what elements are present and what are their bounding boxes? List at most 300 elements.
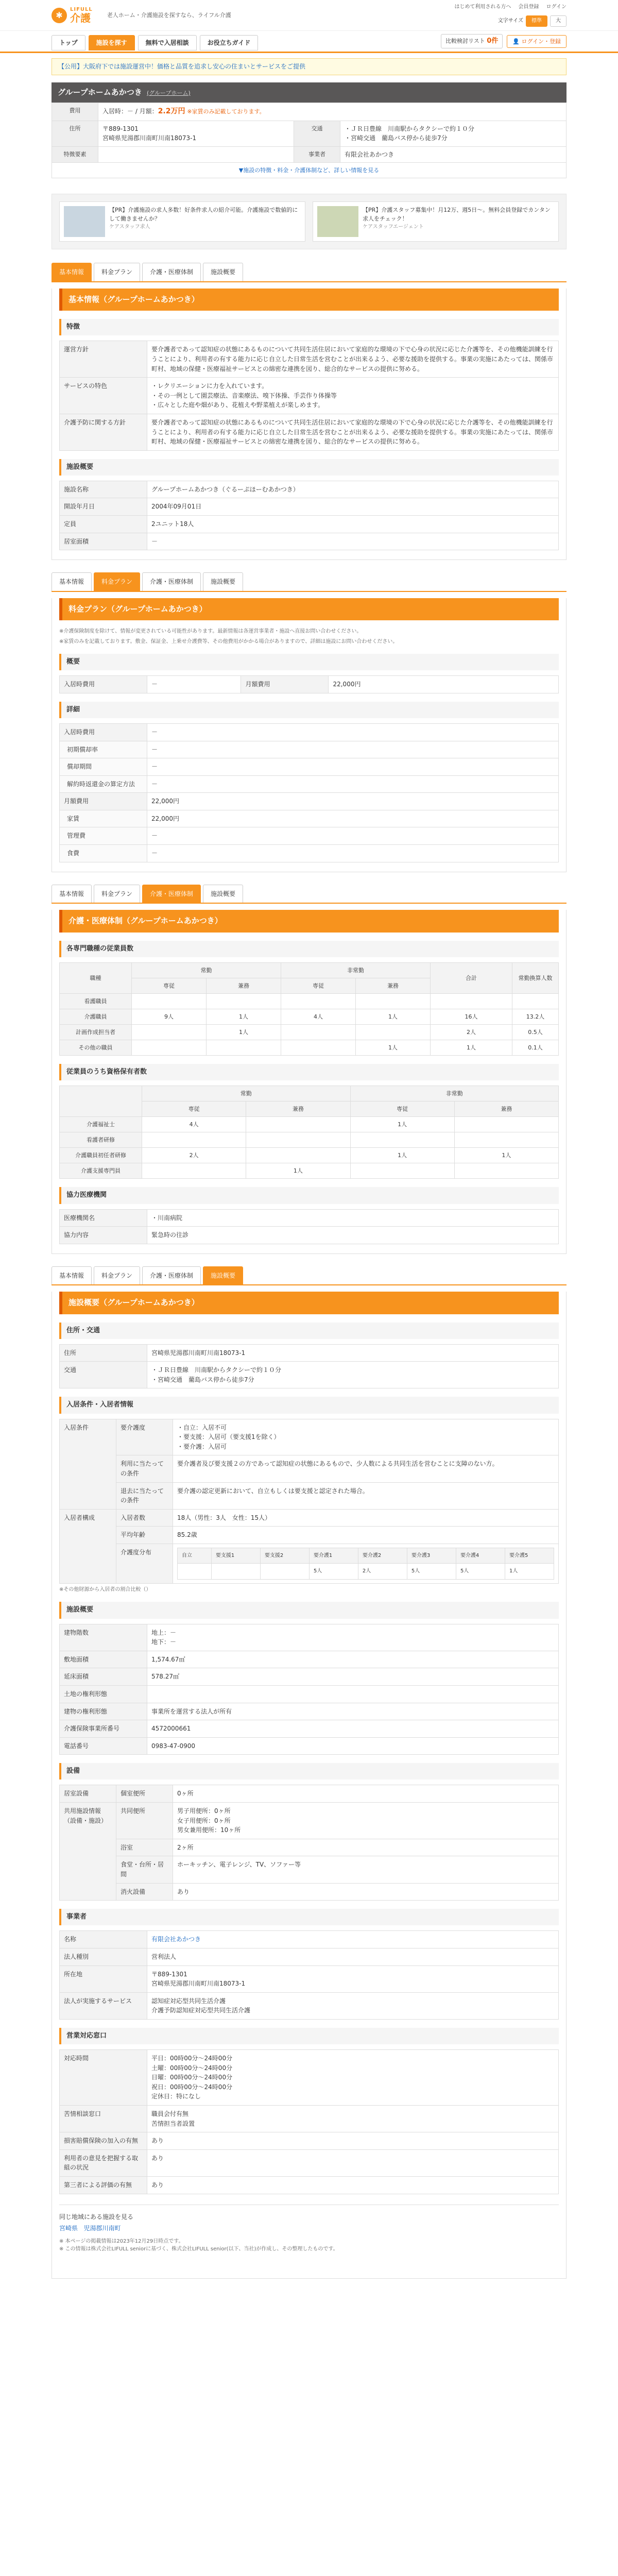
overview-section-heading: 施設概要（グループホームあかつき） [59, 1292, 559, 1314]
staff-cell [132, 1024, 207, 1040]
staff-col-full: 常勤 [132, 962, 281, 978]
summary-label-address: 住所 [52, 121, 98, 146]
qualification-table [59, 1086, 559, 1179]
price-detail-label: 解約時返還金の算定方法 [60, 775, 147, 793]
overview-label: 居室面積 [60, 533, 147, 550]
price-detail-label: 入居時費用 [60, 723, 147, 741]
operator-name-link[interactable]: 有限会社あかつき [151, 1936, 201, 1943]
tab-basic[interactable]: 基本情報 [52, 885, 92, 903]
ad-text: 【PR】介護施設の求人多数！好条件求人の紹介可能。介護施設で数値的にして働きませんか？ [109, 207, 298, 222]
price-detail-label: 食費 [60, 845, 147, 862]
qual-col-full: 常勤 [142, 1086, 351, 1101]
tab-basic[interactable]: 基本情報 [52, 1266, 92, 1285]
initial-cost-value: － [147, 676, 241, 693]
equipment-label: 浴室 [116, 1839, 173, 1856]
price-detail-table [59, 723, 559, 862]
building-label: 延床面積 [60, 1668, 147, 1686]
price-note: ※家賃のみを記載しております。敷金、保証金、上乗せ介護費等、その他費用がかかる場合がありますので、詳細は施設にお問い合わせください。 [59, 638, 398, 645]
font-size-label: 文字サイズ [497, 18, 523, 24]
facility-type-link[interactable]: (グループホーム) [147, 89, 191, 96]
staff-cell: 4人 [281, 1009, 355, 1024]
building-label: 電話番号 [60, 1737, 147, 1755]
equipment-heading: 設備 [59, 1763, 559, 1780]
price-section [52, 598, 566, 872]
qual-col-ken: 兼務 [246, 1101, 350, 1117]
building-value: 4572000661 [147, 1720, 559, 1738]
staff-cell: 9人 [132, 1009, 207, 1024]
building-heading: 施設概要 [59, 1602, 559, 1618]
qual-cell: 2人 [142, 1148, 246, 1163]
feature-label: サービスの特色 [60, 378, 147, 414]
tab-overview[interactable]: 施設概要 [203, 572, 243, 591]
staff-cell: 1人 [355, 1040, 430, 1055]
qual-cell: 4人 [142, 1117, 246, 1132]
access-heading: 住所・交通 [59, 1323, 559, 1339]
equipment-value: あり [173, 1883, 559, 1901]
resident-heading: 入居条件・入居者情報 [59, 1397, 559, 1413]
qual-cell [350, 1132, 454, 1148]
nearby-link-town[interactable]: 児湯郡川南町 [83, 2225, 121, 2232]
price-detail-heading: 詳細 [59, 702, 559, 718]
price-detail-label: 管理費 [60, 827, 147, 845]
summary-label-access: 交通 [294, 121, 340, 146]
qual-cell [142, 1132, 246, 1148]
summary-label-operator: 事業者 [294, 146, 340, 163]
compare-list-count: 0件 [487, 37, 499, 45]
resident-label: 利用に当たっての条件 [116, 1455, 173, 1482]
ad-image [64, 206, 105, 237]
staff-role: 介護職員 [60, 1009, 132, 1024]
feature-value: 要介護者であって認知症の状態にあるものについて共同生活住居において家庭的な環境の下で心身の状況に応じた介護等を、その他機能訓練を行うことにより、利用者の有する能力に応じ自立した日常生活を営むことが出来るよう、必要な援助を提供する。事業の実施にあたっては、関係市町村、地域の保健・医療福祉サービスとの綿密な連携を図り、総合的なサービスの提供に努める。 [147, 414, 559, 450]
access-label: 交通 [60, 1362, 147, 1388]
price-detail-value: － [147, 775, 559, 793]
staff-col-total: 合計 [430, 962, 512, 993]
tab-overview[interactable]: 施設概要 [203, 263, 243, 281]
login-button[interactable] [507, 35, 566, 48]
coop-label: 協力内容 [60, 1227, 147, 1244]
logo-icon: ✱ [52, 8, 67, 23]
care-level-count: 1人 [505, 1564, 554, 1580]
care-level-head: 要支援2 [260, 1548, 309, 1564]
promo-notice[interactable]: 【公用】大阪府下では施設運営中！価格と品質を追求し安心の住まいとサービスをご提供 [52, 58, 566, 75]
operator-table [59, 1930, 559, 2020]
section-tabs [52, 885, 566, 904]
operator-value: 認知症対応型共同生活介護 介護予防認知症対応型共同生活介護 [147, 1992, 559, 2019]
overview-label: 施設名称 [60, 481, 147, 498]
tab-care[interactable]: 介護・医療体制 [142, 1266, 201, 1285]
nearby-block [59, 2205, 559, 2233]
price-detail-value: － [147, 723, 559, 741]
qual-col-role [60, 1086, 142, 1117]
equipment-group-label: 共用施設情報（設備・施設） [60, 1803, 116, 1901]
ad-area [52, 194, 566, 249]
facility-summary-table [52, 103, 566, 163]
nav-consultation[interactable]: 無料で入居相談 [138, 35, 197, 50]
resident-group-label: 入居条件 [60, 1419, 116, 1509]
hours-value: あり [147, 2149, 559, 2176]
care-level-count: 5人 [456, 1564, 505, 1580]
tab-overview[interactable]: 施設概要 [203, 885, 243, 903]
equipment-value: 男子用便所：0ヶ所 女子用便所：0ヶ所 男女兼用便所：10ヶ所 [173, 1803, 559, 1839]
resident-value: 85.2歳 [173, 1527, 559, 1544]
building-table [59, 1624, 559, 1755]
price-detail-value: － [147, 845, 559, 862]
equipment-value: 0ヶ所 [173, 1785, 559, 1803]
price-heading: 料金プラン（グループホームあかつき） [59, 598, 559, 620]
access-label: 住所 [60, 1344, 147, 1362]
tab-basic[interactable]: 基本情報 [52, 572, 92, 591]
staff-cell: 1人 [355, 1009, 430, 1024]
section-tabs [52, 572, 566, 592]
hours-value: あり [147, 2177, 559, 2194]
resident-label: 入居者数 [116, 1509, 173, 1527]
care-level-count: 5人 [309, 1564, 358, 1580]
operator-heading: 事業者 [59, 1909, 559, 1925]
staff-cell: 1人 [206, 1024, 281, 1040]
ad-image [317, 206, 358, 237]
qual-col-part: 非常勤 [350, 1086, 559, 1101]
access-table [59, 1344, 559, 1389]
staff-col-part: 非常勤 [281, 962, 430, 978]
price-detail-value: 22,000円 [147, 793, 559, 810]
qual-cell: 1人 [350, 1148, 454, 1163]
feature-value: 要介護者であって認知症の状態にあるものについて共同生活住居において家庭的な環境の下で心身の状況に応じた介護等を、その他機能訓練を行うことにより、利用者の有する能力に応じ自立した日常生活を営むことが出来るよう、必要な援助を提供する。事業の実施にあたっては、関係市町村、地域の保健・医療福祉サービスとの綿密な連携を図り、総合的なサービスの提供に努める。 [147, 341, 559, 378]
staff-col-sen: 専従 [281, 978, 355, 993]
overview-section [52, 1292, 566, 2279]
footnotes [59, 2238, 559, 2253]
tab-care[interactable]: 介護・医療体制 [142, 572, 201, 591]
ad-text: 【PR】介護スタッフ募集中！月12万、週5日〜。無料会員登録でカンタン求人をチェック！ [363, 207, 551, 222]
site-header [0, 0, 618, 31]
nav-search-facility[interactable]: 施設を探す [89, 35, 135, 50]
hours-label: 利用者の意見を把握する取組の状況 [60, 2149, 147, 2176]
section-tabs [52, 263, 566, 282]
qual-cell: 1人 [246, 1163, 350, 1179]
overview-table [59, 481, 559, 550]
resident-note: ※その他財源から入居者の割合比較（） [59, 1586, 151, 1592]
feature-label: 運営方針 [60, 341, 147, 378]
font-size-switcher [498, 15, 566, 27]
table-row [60, 1132, 559, 1148]
operator-value: 〒889-1301 宮崎県児湯郡川南町川南18073-1 [147, 1965, 559, 1992]
nearby-label: 同じ地域にある施設を見る [59, 2213, 134, 2221]
logo-text-brand: LIFULL [70, 7, 93, 12]
monthly-cost-label: 月額費用 [241, 676, 329, 693]
operator-value: 営利法人 [147, 1948, 559, 1965]
operator-label: 法人が実施するサービス [60, 1992, 147, 2019]
hours-value: あり [147, 2132, 559, 2150]
care-level-head: 自立 [178, 1548, 212, 1564]
table-row [60, 1009, 559, 1024]
equipment-value: ホーキッチン、電子レンジ、TV、ソファー等 [173, 1856, 559, 1883]
hours-table [59, 2049, 559, 2194]
building-label: 介護保険事業所番号 [60, 1720, 147, 1738]
hours-value: 平日：00時00分～24時00分 土曜：00時00分～24時00分 日曜：00時00分～24時00分 祝日：00時00分～24時00分 定休日：特になし [147, 2050, 559, 2106]
hours-label: 対応時間 [60, 2050, 147, 2106]
price-note: ※介護保険制度を除けて、情報が変更されている可能性があります。最新情報は各運営事業者・施設へ直接お問い合わせください。 [59, 629, 362, 635]
hours-heading: 営業対応窓口 [59, 2028, 559, 2044]
staff-heading: 各専門職種の従業員数 [59, 941, 559, 957]
equipment-label: 消火設備 [116, 1883, 173, 1901]
qual-role: 介護支援専門員 [60, 1163, 142, 1179]
qual-cell [350, 1163, 454, 1179]
tab-care[interactable]: 介護・医療体制 [142, 263, 201, 281]
overview-heading: 施設概要 [59, 459, 559, 476]
feature-label: 介護予防に関する方針 [60, 414, 147, 450]
table-row [60, 1040, 559, 1055]
staff-cell [206, 1040, 281, 1055]
care-level-head: 要介護4 [456, 1548, 505, 1564]
tab-price[interactable]: 料金プラン [94, 1266, 140, 1285]
staff-cell [355, 1024, 430, 1040]
section-tabs [52, 1266, 566, 1286]
equipment-value: 2ヶ所 [173, 1839, 559, 1856]
staff-cell [281, 1024, 355, 1040]
equipment-label: 個室便所 [116, 1785, 173, 1803]
access-value: ・ＪＲ日豊線 川南駅からタクシーで約１０分 ・宮崎交通 藺島バス停から徒歩7分 [147, 1362, 559, 1388]
site-tagline: 老人ホーム・介護施設を探すなら、ライフル介護 [107, 12, 231, 19]
facility-title [52, 82, 566, 103]
building-label: 敷地面積 [60, 1651, 147, 1668]
staff-cell: 0.1人 [512, 1040, 559, 1055]
basic-info-section [52, 289, 566, 560]
staff-role: その他の職員 [60, 1040, 132, 1055]
tab-care[interactable]: 介護・医療体制 [142, 885, 201, 903]
overview-value: － [147, 533, 559, 550]
qual-cell [246, 1117, 350, 1132]
nearby-link-pref[interactable]: 宮崎県 [59, 2225, 78, 2232]
site-logo[interactable] [52, 7, 93, 24]
price-summary-heading: 概要 [59, 654, 559, 670]
price-detail-label: 家賃 [60, 810, 147, 827]
qualification-heading: 従業員のうち資格保有者数 [59, 1064, 559, 1080]
price-summary-table [59, 675, 559, 693]
building-value: 地上：－ 地下：－ [147, 1624, 559, 1651]
ad-source: ケアスタッフ求人 [109, 224, 150, 230]
tab-overview[interactable]: 施設概要 [203, 1266, 243, 1285]
ad-card[interactable] [59, 201, 305, 242]
hours-value: 職員会付有無 苦情担当者設置 [147, 2106, 559, 2132]
coop-heading: 協力医療機関 [59, 1187, 559, 1204]
equipment-label: 食堂・台所・居間 [116, 1856, 173, 1883]
summary-cost [98, 103, 566, 121]
building-value: 0983-47-0900 [147, 1737, 559, 1755]
ad-card[interactable] [313, 201, 559, 242]
coop-table [59, 1209, 559, 1244]
qual-role: 介護福祉士 [60, 1117, 142, 1132]
equipment-label: 共同便所 [116, 1803, 173, 1839]
table-row [60, 1148, 559, 1163]
summary-cost-prefix: 入居時：－ / 月額： [102, 107, 158, 115]
ad-source: ケアスタッフエージェント [363, 224, 424, 230]
building-label: 建物階数 [60, 1624, 147, 1651]
care-section [52, 910, 566, 1253]
price-detail-value: － [147, 827, 559, 845]
hours-label: 第三者による評価の有無 [60, 2177, 147, 2194]
basic-info-heading: 基本情報（グループホームあかつき） [59, 289, 559, 311]
price-detail-label: 月額費用 [60, 793, 147, 810]
staff-cell [355, 993, 430, 1009]
link-login[interactable]: ログイン [546, 4, 566, 10]
care-level-count: 2人 [358, 1564, 407, 1580]
qual-cell [246, 1148, 350, 1163]
operator-label: 法人種別 [60, 1948, 147, 1965]
care-level-head: 要介護5 [505, 1548, 554, 1564]
coop-value: ・川南病院 [147, 1209, 559, 1227]
care-level-count [211, 1564, 260, 1580]
price-detail-value: － [147, 758, 559, 776]
price-detail-value: － [147, 741, 559, 758]
resident-value: 要介護者及び要支援２の方であって認知症の状態にあるもので、少人数による共同生活を営むことに支障のない方。 [173, 1455, 559, 1482]
care-level-count: 5人 [407, 1564, 456, 1580]
staff-col-role: 職種 [60, 962, 132, 993]
font-size-large-button[interactable]: 大 [550, 15, 566, 27]
qual-cell: 1人 [350, 1117, 454, 1132]
table-row [60, 1117, 559, 1132]
staff-cell: 13.2人 [512, 1009, 559, 1024]
more-details-link[interactable]: ▼施設の特徴・料金・介護体制など、詳しい情報を見る [52, 163, 566, 178]
summary-features [98, 146, 294, 163]
qual-cell [246, 1132, 350, 1148]
staff-role: 計画作成担当者 [60, 1024, 132, 1040]
feature-value: ・レクリエーションに力を入れています。 ・その一例として園芸療法、音楽療法、嗅下体操、手芸作り体操等 ・広々とした庭や畑があり、花植えや野菜植えが楽しめます。 [147, 378, 559, 414]
resident-table [59, 1419, 559, 1584]
coop-label: 医療機関名 [60, 1209, 147, 1227]
staff-col-ken: 兼務 [206, 978, 281, 993]
link-register[interactable]: 会員登録 [518, 4, 539, 10]
building-value: 事業所を運営する法人が所有 [147, 1703, 559, 1720]
care-level-head: 要介護2 [358, 1548, 407, 1564]
care-level-head: 要介護1 [309, 1548, 358, 1564]
operator-label: 名称 [60, 1931, 147, 1948]
features-table [59, 341, 559, 450]
qual-cell [454, 1163, 558, 1179]
summary-access: ・ＪＲ日豊線 川南駅からタクシーで約１０分 ・宮崎交通 藺島バス停から徒歩7分 [340, 121, 566, 146]
resident-label: 要介護度 [116, 1419, 173, 1455]
overview-value: 2ユニット18人 [147, 516, 559, 533]
staff-cell [281, 1040, 355, 1055]
care-level-head: 要支援1 [211, 1548, 260, 1564]
font-size-standard-button[interactable]: 標準 [526, 15, 547, 27]
equipment-table [59, 1785, 559, 1901]
qual-cell [142, 1163, 246, 1179]
building-label: 建物の権利形態 [60, 1703, 147, 1720]
logo-text-service: 介護 [70, 12, 91, 24]
staff-cell [132, 1040, 207, 1055]
staff-col-ken: 兼務 [355, 978, 430, 993]
price-detail-label: 償却期間 [60, 758, 147, 776]
care-level-table [177, 1548, 554, 1580]
features-heading: 特徴 [59, 319, 559, 335]
staff-table [59, 962, 559, 1056]
care-level-label: 介護度分布 [116, 1544, 173, 1583]
coop-value: 緊急時の往診 [147, 1227, 559, 1244]
initial-cost-label: 入居時費用 [60, 676, 147, 693]
resident-group-label: 入居者構成 [60, 1509, 116, 1583]
staff-cell: 0.5人 [512, 1024, 559, 1040]
staff-cell [132, 993, 207, 1009]
staff-cell: 1人 [206, 1009, 281, 1024]
qual-cell: 1人 [454, 1148, 558, 1163]
monthly-cost-value: 22,000円 [329, 676, 559, 693]
hours-label: 損害賠償保険の加入の有無 [60, 2132, 147, 2150]
tab-price[interactable]: 料金プラン [94, 263, 140, 281]
price-detail-value: 22,000円 [147, 810, 559, 827]
user-icon: 👤 [512, 38, 520, 45]
table-row [60, 1024, 559, 1040]
care-level-count [260, 1564, 309, 1580]
qual-col-ken: 兼務 [454, 1101, 558, 1117]
qual-role: 看護者研修 [60, 1132, 142, 1148]
facility-name: グループホームあかつき [58, 87, 142, 97]
staff-cell: 1人 [430, 1040, 512, 1055]
resident-label: 退去に当たっての条件 [116, 1482, 173, 1509]
nav-guide[interactable]: お役立ちガイド [200, 35, 259, 50]
equipment-group-label: 居室設備 [60, 1785, 116, 1803]
resident-value: ・自立：入居不可 ・要支援：入居可（要支援1を除く） ・要介護：入居可 [173, 1419, 559, 1455]
qual-col-sen: 専従 [142, 1101, 246, 1117]
staff-cell [430, 993, 512, 1009]
table-row [60, 993, 559, 1009]
qual-role: 介護職員初任者研修 [60, 1148, 142, 1163]
staff-col-conv: 常勤換算人数 [512, 962, 559, 993]
building-value: 578.27㎡ [147, 1668, 559, 1686]
staff-cell [512, 993, 559, 1009]
qual-cell [454, 1117, 558, 1132]
overview-value: 2004年09月01日 [147, 498, 559, 516]
staff-cell [281, 993, 355, 1009]
nav-top[interactable]: トップ [52, 35, 85, 50]
summary-price-note: ※家賃のみ記載しております。 [187, 108, 265, 115]
login-button-label: ログイン・登録 [521, 38, 561, 45]
price-detail-label: 初期償却率 [60, 741, 147, 758]
staff-col-sen: 専従 [132, 978, 207, 993]
staff-cell: 2人 [430, 1024, 512, 1040]
compare-list-button[interactable] [441, 34, 503, 48]
tab-basic[interactable]: 基本情報 [52, 263, 92, 281]
building-label: 土地の権利形態 [60, 1685, 147, 1703]
access-value: 宮崎県児湯郡川南町川南18073-1 [147, 1344, 559, 1362]
summary-monthly-price: 2.2万円 [158, 107, 185, 115]
tab-price[interactable]: 料金プラン [94, 572, 140, 591]
care-heading: 介護・医療体制（グループホームあかつき） [59, 910, 559, 932]
footnote: ※ 本ページの掲載情報は2023年12月29日時点です。 [59, 2238, 184, 2244]
care-level-head: 要介護3 [407, 1548, 456, 1564]
care-level-count [178, 1564, 212, 1580]
staff-role: 看護職員 [60, 993, 132, 1009]
resident-value: 要介護の認定更新において、自立もしくは要支援と認定された場合。 [173, 1482, 559, 1509]
footnote: ※ この情報は株式会社LIFULL seniorに基づく、株式会社LIFULL senior(以下、当社)が作成し、その整理したものです。 [59, 2246, 338, 2252]
summary-label-cost: 費用 [52, 103, 98, 121]
table-row [60, 1163, 559, 1179]
header-links [455, 3, 567, 11]
summary-label-features: 特徴要素 [52, 146, 98, 163]
resident-label: 平均年齢 [116, 1527, 173, 1544]
overview-label: 開設年月日 [60, 498, 147, 516]
building-value: 1,574.67㎡ [147, 1651, 559, 1668]
resident-value: 18人（男性：3人 女性：15人） [173, 1509, 559, 1527]
summary-address: 〒889-1301 宮崎県児湯郡川南町川南18073-1 [98, 121, 294, 146]
compare-list-label: 比較検討リスト [445, 38, 485, 44]
overview-value: グループホームあかつき（ぐるーぷほーむあかつき） [147, 481, 559, 498]
tab-price[interactable]: 料金プラン [94, 885, 140, 903]
staff-cell: 16人 [430, 1009, 512, 1024]
staff-cell [206, 993, 281, 1009]
overview-label: 定員 [60, 516, 147, 533]
qual-col-sen: 専従 [350, 1101, 454, 1117]
link-beginner[interactable]: はじめて利用される方へ [454, 4, 511, 10]
summary-operator: 有限会社あかつき [340, 146, 566, 163]
